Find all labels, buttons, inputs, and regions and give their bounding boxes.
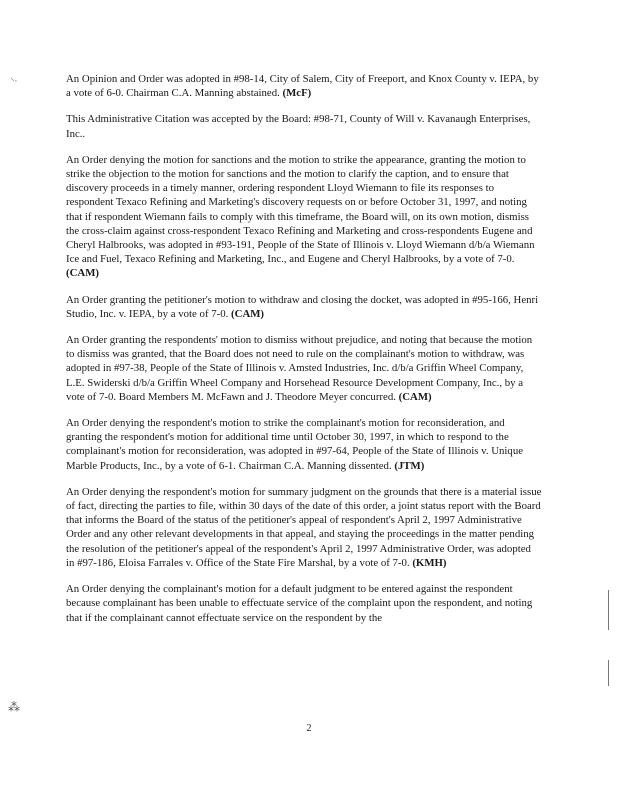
scan-artifact-smudge: ⁂ (8, 700, 20, 714)
paragraph-8: An Order denying the complainant's motion for a default judgment to be entered against the respondent because complainant has been unable to effectuate service of the complaint upon the respondent, and noting that if the complainant cannot effectuate service on the respondent by the (66, 583, 533, 624)
initials-tag: (JTM) (394, 459, 425, 472)
initials-tag: (KMH) (412, 556, 447, 569)
initials-tag: (CAM) (66, 267, 99, 280)
paragraph-3: An Order denying the motion for sanctions and the motion to strike the appearance, granting the motion to strike the objection to the motion for sanctions and the motion to clarify the caption, and to ensure that discovery proceeds in a timely manner, ordering respondent Lloyd Wiemann to file its responses to respondent Texaco Refining and Marketing's discovery requests on or before October 31, 1997, and noting that if respondent Wiemann fails to comply with this timeframe, the Board will, on its own motion, dismiss the cross-claim against cross-respondent Texaco Refining and Marketing and cross-respondents Eugene and Cheryl Halbrooks, was adopted in #93-191, People of the State of Illinois v. Lloyd Wiemann d/b/a Wiemann Ice and Fuel, Texaco Refining and Marketing, Inc., and Eugene and Cheryl Halbrooks, by a vote of 7-0. (CAM) (66, 153, 535, 280)
minutes-body (66, 72, 542, 637)
paragraph-5: An Order granting the respondents' motion to dismiss without prejudice, and noting that because the motion to dismiss was granted, that the Board does not need to rule on the complainant's motion to withdraw, was adopted in #97-38, People of the State of Illinois v. Amsted Industries, Inc. d/b/a Griffin Wheel Company, L.E. Swiderski d/b/a Griffin Wheel Company and Horsehead Resource Development Company, Inc., by a vote of 7-0. Board Members M. McFawn and J. Theodore Meyer concurred. (CAM) (66, 334, 533, 403)
paragraph-1: An Opinion and Order was adopted in #98-14, City of Salem, City of Freeport, and Knox County v. IEPA, by a vote of 6-0. Chairman C.A. Manning abstained. (McF) (66, 73, 539, 100)
paragraph-2: This Administrative Citation was accepted by the Board: #98-71, County of Will v. Kavanaugh Enterprises, Inc.. (66, 113, 531, 140)
initials-tag: (CAM) (398, 390, 432, 403)
initials-tag: (CAM) (231, 307, 265, 320)
scan-edge-line (608, 660, 609, 686)
paragraph-7: An Order denying the respondent's motion for summary judgment on the grounds that there is a material issue of fact, directing the parties to file, within 30 days of the date of this order, a joint status report with the Board that informs the Board of the status of the petitioner's appeal of respondent's April 2, 1997 Administrative Order and any other relevant developments in that appeal, and staying the proceedings in the matter pending the resolution of the petitioner's appeal of the respondent's April 2, 1997 Administrative Order, was adopted in #97-186, Eloisa Farrales v. Office of the State Fire Marshal, by a vote of 7-0. (KMH) (66, 485, 542, 569)
initials-tag: (McF) (282, 87, 312, 100)
paragraph-6: An Order denying the respondent's motion to strike the complainant's motion for reconsideration, and granting the respondent's motion for additional time until October 30, 1997, in which to respond to the complainant's motion for reconsideration, was adopted in #97-64, People of the State of Illinois v. Unique Marble Products, Inc., by a vote of 6-1. Chairman C.A. Manning dissented. (JTM) (66, 417, 524, 472)
scan-artifact-mark: ⸌· (10, 77, 18, 87)
scan-edge-line (608, 590, 609, 630)
paragraph-4: An Order granting the petitioner's motion to withdraw and closing the docket, was adopted in #95-166, Henri Studio, Inc. v. IEPA, by a vote of 7-0. (CAM) (66, 293, 539, 320)
page-number: 2 (306, 723, 312, 734)
